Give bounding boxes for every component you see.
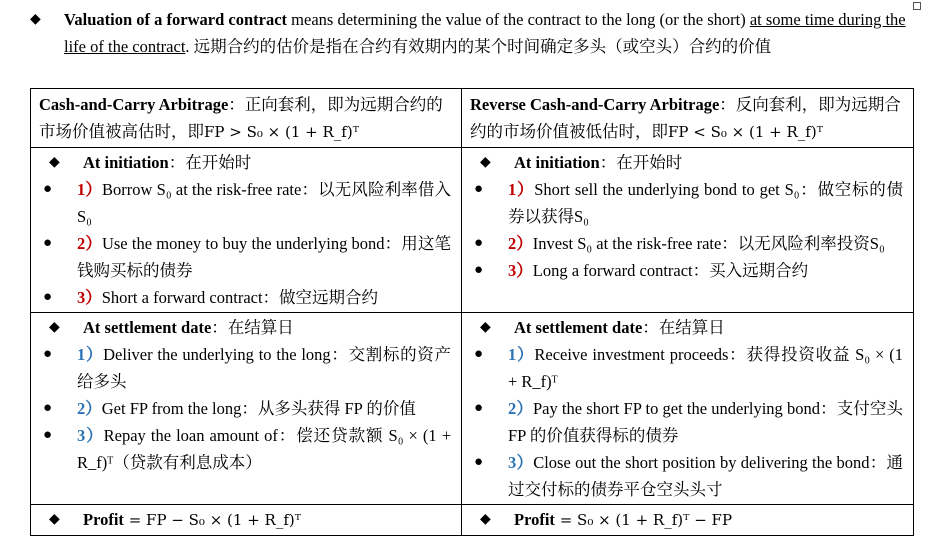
dot-bullet-icon: ● [474, 181, 484, 197]
diamond-bullet-icon: ◆ [49, 320, 60, 335]
intro-term: Valuation of a forward contract [64, 10, 288, 29]
list-item: ● 2）Pay the short FP to get the underlying bond：支付空头 FP 的价值获得标的债券 [470, 395, 905, 449]
list-item: ● 3）Close out the short position by delivering the bond：通过交付标的债券平仓空头头寸 [470, 449, 905, 503]
right-initiation-cell [462, 148, 914, 313]
left-settlement-cell [31, 313, 462, 505]
list-item: ● 3）Short a forward contract：做空远期合约 [39, 284, 453, 311]
list-item: ● 3）Repay the loan amount of：偿还贷款额 S₀ × (1 + R_f)ᵀ（贷款有利息成本） [39, 422, 453, 476]
right-header-desc: ：反向套利，即为远期合约的市场价值被低估时，即 [470, 95, 901, 141]
intro-paragraph [30, 6, 920, 60]
left-header-formula: FP > S₀ × (1 + R_f)ᵀ [204, 123, 359, 141]
diamond-bullet-icon: ◆ [480, 512, 491, 527]
list-item: ● 3）Long a forward contract：买入远期合约 [470, 257, 905, 284]
left-settlement-heading: ◆ At settlement date：在结算日 [39, 314, 453, 341]
list-item: ● 2）Invest S₀ at the risk-free rate：以无风险利率投资S₀ [470, 230, 905, 257]
list-item: ● 1）Borrow S₀ at the risk-free rate：以无风险利率借入S₀ [39, 176, 453, 230]
diamond-bullet-icon: ◆ [49, 512, 60, 527]
right-initiation-list [470, 176, 905, 284]
intro-text-1: means determining the value of the contract to the long (or the short) [287, 10, 750, 29]
intro-text-2: . 远期合约的估价是指在合约有效期内的某个时间确定多头（或空头）合约的价值 [185, 37, 772, 56]
arbitrage-table [30, 88, 914, 536]
list-item: ● 1）Deliver the underlying to the long：交割标的资产给多头 [39, 341, 453, 395]
diamond-bullet-icon: ◆ [480, 155, 491, 170]
left-initiation-cell [31, 148, 462, 313]
right-settlement-cell [462, 313, 914, 505]
intro-underlined: at some time during the life of the contract [64, 10, 906, 56]
profit-row [31, 505, 914, 536]
left-header-title: Cash-and-Carry Arbitrage [39, 95, 229, 114]
diamond-bullet-icon: ◆ [30, 12, 41, 27]
left-settlement-list [39, 341, 453, 476]
left-initiation-list [39, 176, 453, 311]
right-header-cell [462, 89, 914, 148]
header-row [31, 89, 914, 148]
initiation-row [31, 148, 914, 313]
list-item: ● 1）Receive investment proceeds：获得投资收益 S₀ × (1 + R_f)ᵀ [470, 341, 905, 395]
dot-bullet-icon: ● [43, 427, 53, 443]
right-header-formula: FP < S₀ × (1 + R_f)ᵀ [668, 123, 823, 141]
dot-bullet-icon: ● [43, 346, 53, 362]
left-header-cell [31, 89, 462, 148]
left-profit: ◆ Profit = FP − S₀ × (1 + R_f)ᵀ [39, 506, 453, 534]
right-initiation-heading: ◆ At initiation：在开始时 [470, 149, 905, 176]
diamond-bullet-icon: ◆ [49, 155, 60, 170]
right-profit-cell [462, 505, 914, 536]
dot-bullet-icon: ● [474, 400, 484, 416]
diamond-bullet-icon: ◆ [480, 320, 491, 335]
left-profit-cell [31, 505, 462, 536]
dot-bullet-icon: ● [43, 235, 53, 251]
list-item: ● 2）Use the money to buy the underlying bond：用这笔钱购买标的债券 [39, 230, 453, 284]
dot-bullet-icon: ● [474, 346, 484, 362]
list-item: ● 1）Short sell the underlying bond to get S₀：做空标的债券以获得S₀ [470, 176, 905, 230]
dot-bullet-icon: ● [474, 235, 484, 251]
right-settlement-heading: ◆ At settlement date：在结算日 [470, 314, 905, 341]
right-header-title: Reverse Cash-and-Carry Arbitrage [470, 95, 720, 114]
left-initiation-heading: ◆ At initiation：在开始时 [39, 149, 453, 176]
dot-bullet-icon: ● [43, 181, 53, 197]
list-item: ● 2）Get FP from the long：从多头获得 FP 的价值 [39, 395, 453, 422]
dot-bullet-icon: ● [43, 289, 53, 305]
left-header-desc: ：正向套利，即为远期合约的市场价值被高估时，即 [39, 95, 443, 141]
dot-bullet-icon: ● [474, 262, 484, 278]
settlement-row [31, 313, 914, 505]
dot-bullet-icon: ● [43, 400, 53, 416]
dot-bullet-icon: ● [474, 454, 484, 470]
right-settlement-list [470, 341, 905, 503]
right-profit: ◆ Profit = S₀ × (1 + R_f)ᵀ − FP [470, 506, 905, 534]
